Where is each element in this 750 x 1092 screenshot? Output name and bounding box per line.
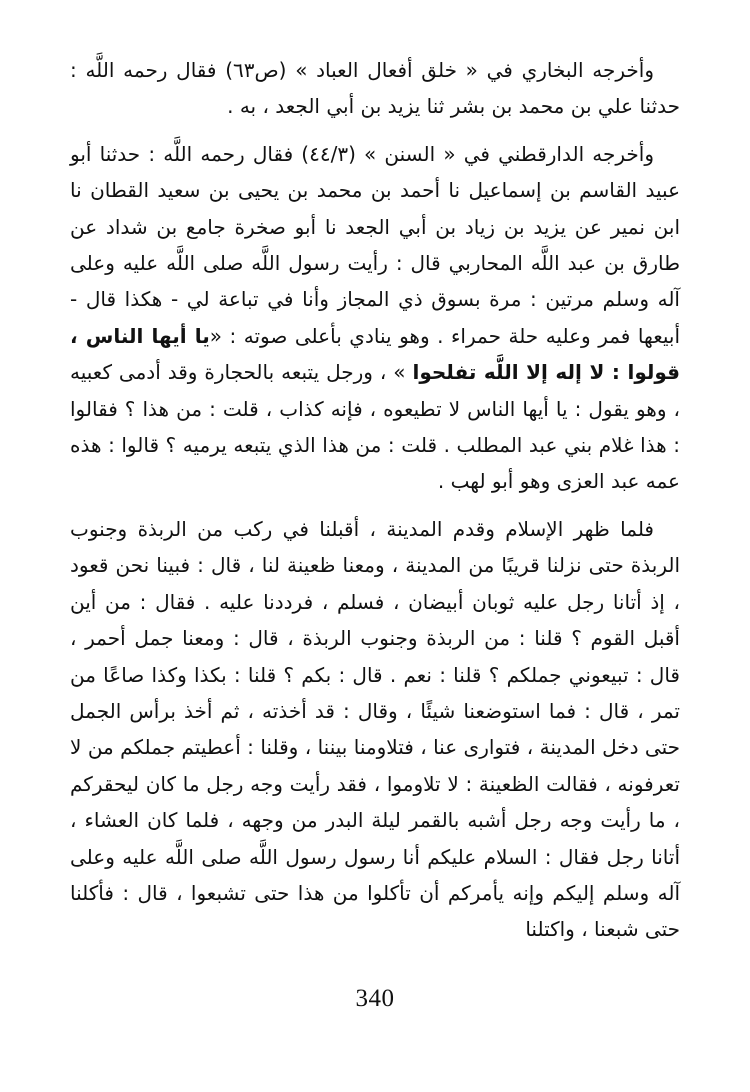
paragraph-daraqutni-text-a: وأخرجه الدارقطني في « السنن » (٤٤/٣) فقال رحمه اللَّه : حدثنا أبو عبيد القاسم بن إسماعيل نا أحمد بن محمد بن يحيى بن سعيد القطان نا ابن نمير عن يزيد بن زياد بن أبي الجعد نا أبو صخرة جامع بن شداد عن طارق بن عبد اللَّه المحاربي قال : رأيت رسول اللَّه صلى اللَّه عليه وعلى آله وسلم مرتين : مرة بسوق ذي المجاز وأنا في تباعة لي - هكذا قال - أبيعها فمر وعليه حلة حمراء . وهو ينادي بأعلى صوته : «	[70, 141, 680, 348]
paragraph-narration-text: فلما ظهر الإسلام وقدم المدينة ، أقبلنا في ركب من الربذة وجنوب الربذة حتى نزلنا قريبًا من المدينة ، ومعنا ظعينة لنا ، قال : فبينا نحن قعود ، إذ أتانا رجل عليه ثوبان أبيضان ، فسلم ، فرددنا عليه . فقال : من أين أقبل القوم ؟ قلنا : من الربذة وجنوب الربذة ، قال : ومعنا جمل أحمر ، قال : تبيعوني جملكم ؟ قلنا : نعم . قال : بكم ؟ قلنا : بكذا وكذا صاعًا من تمر ، قال : فما استوضعنا شيئًا ، وقال : قد أخذته ، ثم أخذ برأس الجمل حتى دخل المدينة ، فتوارى عنا ، فتلاومنا بيننا ، وقلنا : أعطيتم جملكم من لا تعرفونه ، فقالت الظعينة : لا تلاوموا ، فقد رأيت وجه رجل ما كان ليحقركم ، ما رأيت وجه رجل أشبه بالقمر ليلة البدر من وجهه ، فلما كان العشاء ، أتانا رجل فقال : السلام عليكم أنا رسول رسول اللَّه صلى اللَّه عليه وعلى آله وسلم إليكم وإنه يأمركم أن تأكلوا من هذا حتى تشبعوا ، قال : فأكلنا حتى شبعنا ، واكتلنا	[70, 516, 680, 942]
paragraph-bukhari-text: وأخرجه البخاري في « خلق أفعال العباد » (ص٦٣) فقال رحمه اللَّه : حدثنا علي بن محمد بن بشر ثنا يزيد بن أبي الجعد ، به .	[70, 58, 680, 119]
paragraph-daraqutni-text-b: » ، ورجل يتبعه بالحجارة وقد أدمى كعبيه ، وهو يقول : يا أيها الناس لا تطيعوه ، فإنه كذاب ، قلت : من هذا ؟ فقالوا : هذا غلام بني عبد المطلب . قلت : من هذا الذي يتبعه يرميه ؟ قالوا : هذه عمه عبد العزى وهو أبو لهب .	[70, 360, 680, 494]
paragraph-daraqutni	[70, 136, 680, 500]
page-number: 340	[355, 985, 395, 1012]
text-body	[70, 52, 680, 948]
paragraph-bukhari	[70, 52, 680, 125]
paragraph-narration	[70, 511, 680, 948]
paragraph-daraqutni-bold-quote: يا أيها الناس ، قولوا : لا إله إلا اللَّه تفلحوا	[70, 323, 681, 385]
